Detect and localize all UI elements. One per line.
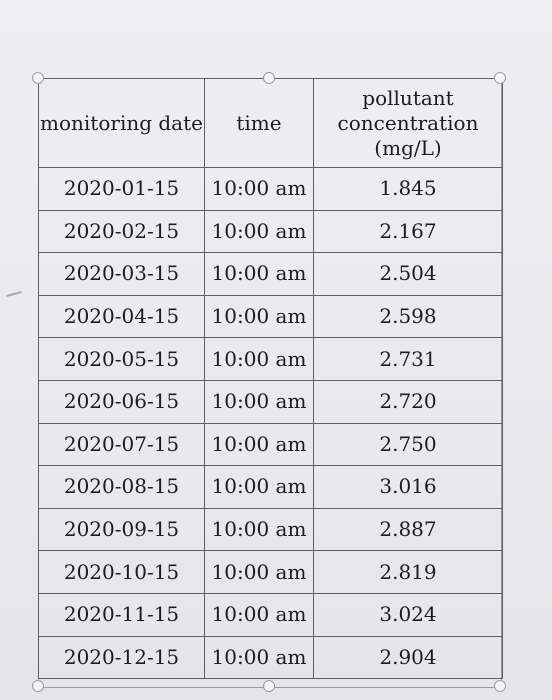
cell-concentration: 2.167	[314, 210, 503, 253]
table-row	[39, 295, 503, 338]
cell-date: 2020-01-15	[39, 168, 205, 211]
table-row	[39, 168, 503, 211]
cell-date: 2020-09-15	[39, 508, 205, 551]
table-row	[39, 423, 503, 466]
table-row	[39, 551, 503, 594]
header-time: time	[205, 79, 314, 168]
cell-date: 2020-02-15	[39, 210, 205, 253]
table-row	[39, 593, 503, 636]
header-row	[39, 79, 503, 168]
monitoring-table	[38, 78, 503, 679]
cell-time: 10:00 am	[205, 423, 314, 466]
cell-date: 2020-06-15	[39, 380, 205, 423]
header-pollutant-concentration	[314, 79, 503, 168]
table-row	[39, 253, 503, 296]
circle-handle-icon[interactable]	[263, 680, 275, 692]
header-concentration-line-1: pollutant	[362, 85, 454, 110]
header-concentration-unit: (mg/L)	[374, 135, 442, 160]
cell-date: 2020-10-15	[39, 551, 205, 594]
cell-date: 2020-08-15	[39, 466, 205, 509]
cell-concentration: 2.598	[314, 295, 503, 338]
circle-handle-icon[interactable]	[32, 72, 44, 84]
cell-date: 2020-11-15	[39, 593, 205, 636]
cell-time: 10:00 am	[205, 338, 314, 381]
table-row	[39, 338, 503, 381]
table-row	[39, 636, 503, 679]
circle-handle-icon[interactable]	[32, 680, 44, 692]
cell-date: 2020-03-15	[39, 253, 205, 296]
cell-time: 10:00 am	[205, 593, 314, 636]
cell-concentration: 2.904	[314, 636, 503, 679]
header-concentration-line-2: concentration	[337, 110, 479, 135]
cell-concentration: 1.845	[314, 168, 503, 211]
cell-concentration: 3.024	[314, 593, 503, 636]
cell-concentration: 2.720	[314, 380, 503, 423]
cell-time: 10:00 am	[205, 210, 314, 253]
cell-concentration: 2.887	[314, 508, 503, 551]
cell-time: 10:00 am	[205, 508, 314, 551]
cell-time: 10:00 am	[205, 636, 314, 679]
table-row	[39, 466, 503, 509]
table-row	[39, 508, 503, 551]
cell-time: 10:00 am	[205, 168, 314, 211]
cell-concentration: 2.504	[314, 253, 503, 296]
circle-handle-icon[interactable]	[494, 680, 506, 692]
header-monitoring-date: monitoring date	[39, 79, 205, 168]
cell-time: 10:00 am	[205, 551, 314, 594]
cell-concentration: 2.819	[314, 551, 503, 594]
cell-time: 10:00 am	[205, 253, 314, 296]
circle-handle-icon[interactable]	[494, 72, 506, 84]
cell-date: 2020-05-15	[39, 338, 205, 381]
cell-date: 2020-07-15	[39, 423, 205, 466]
cell-time: 10:00 am	[205, 466, 314, 509]
cell-date: 2020-04-15	[39, 295, 205, 338]
cell-concentration: 3.016	[314, 466, 503, 509]
cell-date: 2020-12-15	[39, 636, 205, 679]
cell-time: 10:00 am	[205, 380, 314, 423]
cell-concentration: 2.731	[314, 338, 503, 381]
table-row	[39, 380, 503, 423]
cell-concentration: 2.750	[314, 423, 503, 466]
circle-handle-icon[interactable]	[263, 72, 275, 84]
cell-time: 10:00 am	[205, 295, 314, 338]
stray-pen-mark	[6, 291, 22, 297]
table-row	[39, 210, 503, 253]
